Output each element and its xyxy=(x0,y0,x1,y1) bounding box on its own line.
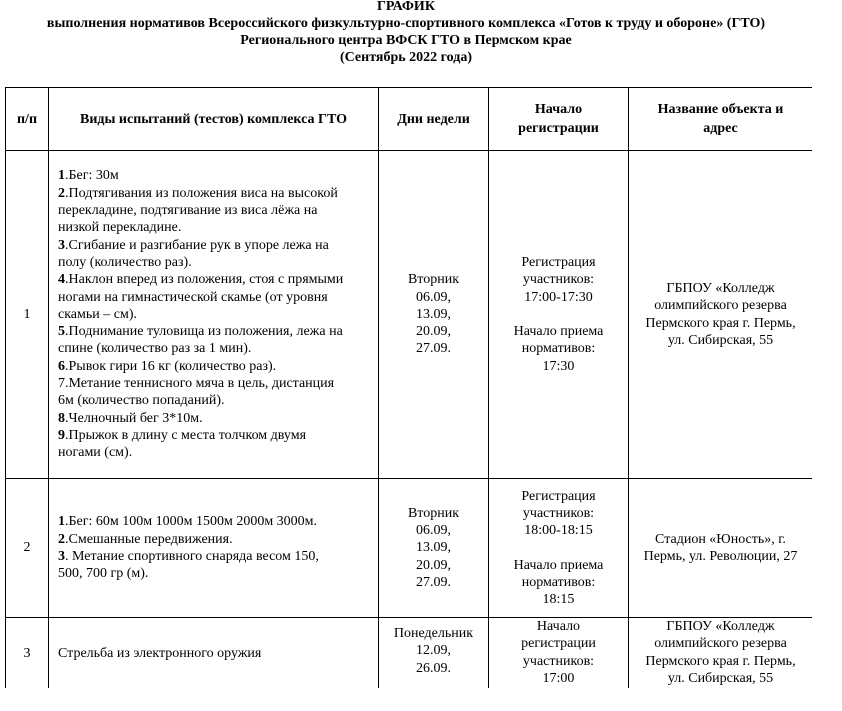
registration-line: Регистрация xyxy=(521,488,596,504)
header-location-line: Название объекта и xyxy=(657,102,784,117)
location-info xyxy=(645,618,795,687)
registration-line: нормативов: xyxy=(521,341,596,357)
location-line: Пермского края г. Пермь, xyxy=(645,315,796,331)
test-item-number: 4 xyxy=(58,272,65,288)
registration-line: нормативов: xyxy=(521,574,596,590)
test-item-line: перекладине, подтягивание из виса лёжа на xyxy=(58,203,318,219)
test-item-line: 500, 700 гр (м). xyxy=(58,566,149,582)
title-organization: Регионального центра ВФСК ГТО в Пермском крае xyxy=(240,33,572,48)
test-item-number: 3 xyxy=(58,549,65,564)
location-info xyxy=(644,531,798,566)
test-item-line: 6.Рывок гири 16 кг (количество раз). xyxy=(58,358,277,374)
test-item-line: 3.Сгибание и разгибание рук в упоре лежа на xyxy=(58,237,329,253)
row-2-num xyxy=(6,479,48,617)
day-entry: 27.09. xyxy=(416,574,451,590)
registration-line: Начало xyxy=(536,619,581,634)
day-entry: 26.09. xyxy=(415,660,451,676)
registration-line: участников: xyxy=(522,505,595,521)
header-registration xyxy=(489,88,628,150)
header-tests xyxy=(49,88,378,150)
day-entry: 13.09, xyxy=(416,306,451,322)
header-registration-line: регистрации xyxy=(518,121,599,136)
registration-line: 17:00-17:30 xyxy=(524,289,593,305)
days-list xyxy=(408,505,459,591)
title-subtitle: выполнения нормативов Всероссийского физкультурно-спортивного комплекса «Готов к труду и обороне» (ГТО) xyxy=(46,16,766,31)
registration-line: участников: xyxy=(522,272,595,288)
location-line: ул. Сибирская, 55 xyxy=(667,332,774,348)
test-list xyxy=(49,167,349,461)
test-item-number: 3 xyxy=(58,237,65,253)
registration-info xyxy=(514,488,604,609)
day-entry: 12.09, xyxy=(415,643,451,659)
row-1-num xyxy=(6,151,48,478)
header-registration-line: Начало xyxy=(534,102,583,117)
registration-line: 18:15 xyxy=(542,592,575,608)
days-list xyxy=(408,271,459,357)
location-line: Пермского края г. Пермь, xyxy=(645,653,796,669)
test-item-line: 1.Бег: 30м xyxy=(58,168,119,184)
row-number: 1 xyxy=(23,306,31,322)
registration-line: Регистрация xyxy=(521,255,596,271)
day-entry: Вторник xyxy=(407,505,460,521)
test-item-line: спине (количество раз за 1 мин). xyxy=(58,341,252,357)
location-line: ГБПОУ «Колледж xyxy=(666,280,775,296)
location-info xyxy=(645,280,795,349)
row-3-location xyxy=(629,618,812,690)
location-line: Стадион «Юность», г. xyxy=(655,531,786,547)
row-3-registration xyxy=(489,618,628,690)
test-item-number: 2 xyxy=(58,531,65,547)
registration-line: регистрации xyxy=(521,636,596,652)
header-num xyxy=(6,88,48,150)
test-item-line: скамьи – см). xyxy=(58,306,137,322)
test-item-number: 1 xyxy=(58,168,65,184)
test-item-number: 2 xyxy=(58,185,65,201)
registration-line: 17:00 xyxy=(542,670,575,686)
test-item-line: 6м (количество попаданий). xyxy=(58,393,225,409)
row-3-days xyxy=(379,618,488,690)
test-item-number: 5 xyxy=(58,324,65,340)
day-entry: 27.09. xyxy=(416,341,451,357)
row-number: 2 xyxy=(23,540,31,556)
test-item-line: 9.Прыжок в длину с места толчком двумя xyxy=(58,427,307,443)
test-item-number: 8 xyxy=(58,410,65,426)
test-item-number: 1 xyxy=(58,514,65,530)
location-line: олимпийского резерва xyxy=(654,636,787,652)
row-3-num xyxy=(6,618,48,690)
day-entry: Вторник xyxy=(407,272,460,288)
test-item-line: низкой перекладине. xyxy=(58,220,182,236)
test-list xyxy=(49,513,325,582)
test-item-line: 2.Подтягивания из положения виса на высокой xyxy=(58,185,338,201)
header-days-text: Дни недели xyxy=(397,111,470,127)
day-entry: 13.09, xyxy=(416,540,451,556)
registration-line: участников: xyxy=(522,653,595,669)
test-item-line: 3. Метание спортивного снаряда весом 150, xyxy=(58,549,319,564)
row-1-registration xyxy=(489,151,628,478)
header-location-line: адрес xyxy=(703,121,738,136)
test-item: Стрельба из электронного оружия xyxy=(58,646,262,662)
title-heading: ГРАФИК xyxy=(377,0,435,14)
day-entry: 20.09, xyxy=(416,557,451,573)
row-2-tests xyxy=(49,479,378,617)
test-item-line: ногами (см). xyxy=(58,445,133,461)
row-2-registration xyxy=(489,479,628,617)
test-item-line: 8.Челночный бег 3*10м. xyxy=(58,410,203,426)
row-2-location xyxy=(629,479,812,617)
location-line: Пермь, ул. Революции, 27 xyxy=(643,549,798,564)
registration-line: Начало приема xyxy=(513,324,604,339)
days-list xyxy=(394,625,473,677)
location-line: ул. Сибирская, 55 xyxy=(667,670,774,686)
title-period: (Сентябрь 2022 года) xyxy=(339,50,473,65)
header-tests-text: Виды испытаний (тестов) комплекса ГТО xyxy=(80,111,347,127)
location-line: олимпийского резерва xyxy=(654,298,787,314)
registration-info xyxy=(521,618,596,687)
test-item-number: 6 xyxy=(58,358,65,374)
header-location xyxy=(629,88,812,150)
test-item-line: 7.Метание теннисного мяча в цель, дистанция xyxy=(58,376,335,392)
row-number: 3 xyxy=(23,646,31,662)
test-item-line: 4.Наклон вперед из положения, стоя с прямыми xyxy=(58,272,344,288)
day-entry: 06.09, xyxy=(416,523,451,539)
test-item-line: ногами на гимнастической скамье (от уровня xyxy=(58,289,328,305)
day-entry: Понедельник xyxy=(393,626,474,641)
test-item-line: полу (количество раз). xyxy=(58,254,192,270)
row-1-location xyxy=(629,151,812,478)
test-item-line: 1.Бег: 60м 100м 1000м 1500м 2000м 3000м. xyxy=(58,514,318,530)
row-3-tests xyxy=(49,618,378,690)
test-item-line: 2.Смешанные передвижения. xyxy=(58,531,233,547)
test-item-line: 5.Поднимание туловища из положения, лежа на xyxy=(58,324,343,340)
row-1-tests xyxy=(49,151,378,478)
location-line: ГБПОУ «Колледж xyxy=(666,619,775,634)
registration-line: 17:30 xyxy=(542,358,575,374)
row-2-days xyxy=(379,479,488,617)
day-entry: 20.09, xyxy=(416,324,451,340)
day-entry: 06.09, xyxy=(416,289,451,305)
header-num-text: п/п xyxy=(16,111,38,127)
header-days xyxy=(379,88,488,150)
test-item-number: 9 xyxy=(58,427,65,443)
test-item-number: 7 xyxy=(58,376,65,392)
registration-line: 18:00-18:15 xyxy=(524,523,593,539)
row-1-days xyxy=(379,151,488,478)
registration-line: Начало приема xyxy=(513,557,604,573)
registration-info xyxy=(514,254,604,375)
